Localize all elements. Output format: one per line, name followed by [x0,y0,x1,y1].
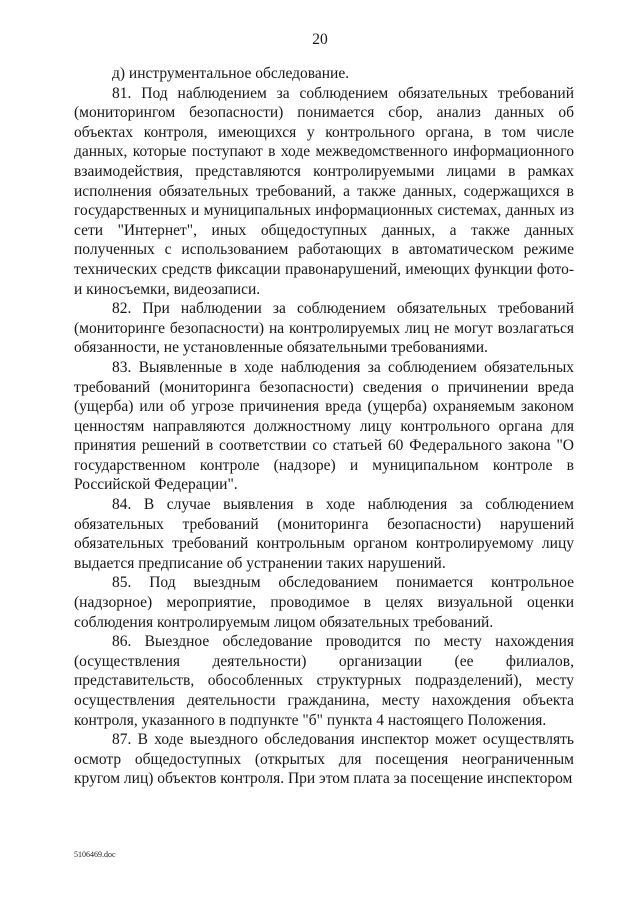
paragraph-83: 83. Выявленные в ходе наблюдения за соблюдением обязательных требований (мониторинга безопасности) сведения о причинении вреда (ущерба) или об угрозе причинения вреда (ущерба) охраняемым законом ценностям направляются должностному лицу контрольного органа для принятия решений в соответствии со статьей 60 Федерального закона "О государственном контроле (надзоре) и муниципальном контроле в Российской Федерации". [74,358,574,494]
paragraph-84: 84. В случае выявления в ходе наблюдения за соблюдением обязательных требований (мониторинга безопасности) нарушений обязательных требований контрольным органом контролируемому лицу выдается предписание об устранении таких нарушений. [74,496,574,572]
paragraph-87: 87. В ходе выездного обследования инспектор может осуществлять осмотр общедоступных (открытых для посещения неограниченным кругом лиц) объектов контроля. При этом плата за посещение инспектором [74,731,574,788]
document-body [74,64,574,789]
paragraph-item-d: д) инструментальное обследование. [112,65,350,82]
paragraph-86: 86. Выездное обследование проводится по месту нахождения (осуществления деятельности) организации (ее филиалов, представительств, обособленных структурных подразделений), месту осуществления деятельности гражданина, месту нахождения объекта контроля, указанного в подпункте "б" пункта 4 настоящего Положения. [74,633,574,729]
paragraph-81: 81. Под наблюдением за соблюдением обязательных требований (мониторингом безопасности) понимается сбор, анализ данных об объектах контроля, имеющихся у контрольного органа, в том числе данных, которые поступают в ходе межведомственного информационного взаимодействия, представляются контролируемыми лицами в рамках исполнения обязательных требований, а также данных, содержащихся в государственных и муниципальных информационных системах, данных из сети "Интернет", иных общедоступных данных, а также данных полученных с использованием работающих в автоматическом режиме технических средств фиксации правонарушений, имеющих функции фото- и киносъемки, видеозаписи. [74,84,574,298]
paragraph-82: 82. При наблюдении за соблюдением обязательных требований (мониторинге безопасности) на контролируемых лиц не могут возлагаться обязанности, не установленные обязательными требованиями. [74,300,574,357]
page-number: 20 [312,31,328,48]
footer-file-code: 5106469.doc [74,850,116,859]
paragraph-85: 85. Под выездным обследованием понимается контрольное (надзорное) мероприятие, проводимое в целях визуальной оценки соблюдения контролируемым лицом обязательных требований. [74,574,574,631]
